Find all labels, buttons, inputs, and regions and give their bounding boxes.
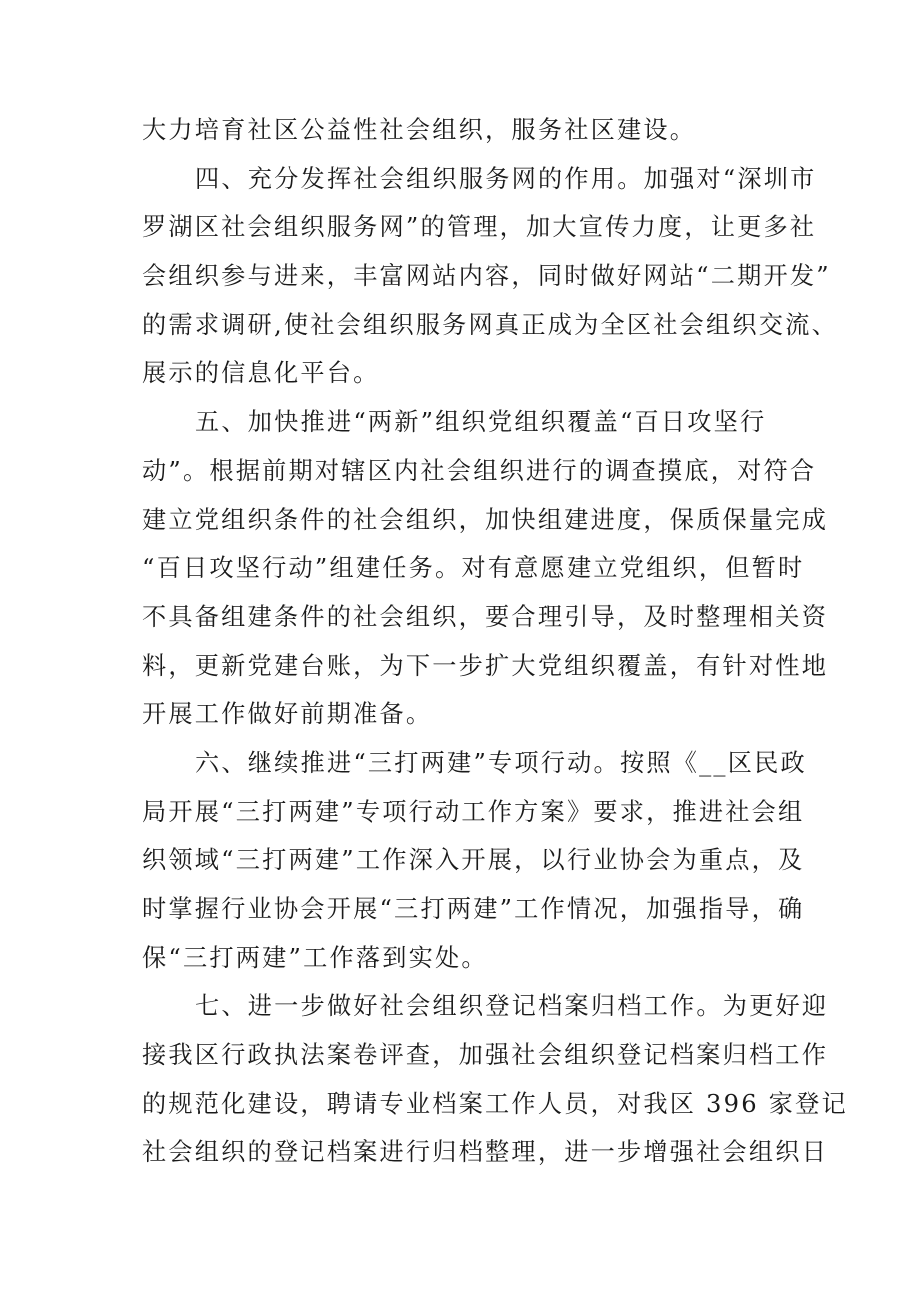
- text-line: 会组织参与进来，丰富网站内容，同时做好网站“二期开发”: [142, 262, 831, 291]
- text-line: 展示的信息化平台。: [142, 359, 380, 388]
- text-line: 时掌握行业协会开展“三打两建”工作情况，加强指导，确: [142, 895, 805, 923]
- text-line: 保“三打两建”工作落到实处。: [142, 943, 488, 972]
- text-line: 建立党组织条件的社会组织，加快组建进度，保质保量完成: [142, 505, 829, 534]
- paragraph-heading-line: 七、进一步做好社会组织登记档案归档工作。为更好迎: [195, 992, 829, 1021]
- text-line: 的需求调研,使社会组织服务网真正成为全区社会组织交流、: [142, 310, 838, 339]
- text-line: 大力培育社区公益性社会组织，服务社区建设。: [142, 116, 697, 144]
- text-line: 开展工作做好前期准备。: [142, 700, 433, 729]
- document-body: [142, 106, 848, 1177]
- text-line: “百日攻坚行动”组建任务。对有意愿建立党组织，但暂时: [142, 554, 805, 583]
- text-line: 局开展“三打两建”专项行动工作方案》要求，推进社会组: [142, 797, 805, 826]
- text-line: 料，更新党建台账，为下一步扩大党组织覆盖，有针对性地: [142, 651, 829, 680]
- text-line: 动”。根据前期对辖区内社会组织进行的调查摸底，对符合: [142, 456, 817, 485]
- paragraph-heading-line: 四、充分发挥社会组织服务网的作用。加强对“深圳市: [195, 164, 817, 193]
- text-line: 社会组织的登记档案进行归档整理，进一步增强社会组织日: [142, 1138, 829, 1167]
- text-line: 不具备组建条件的社会组织，要合理引导，及时整理相关资: [142, 602, 829, 631]
- paragraph-heading-line: 六、继续推进“三打两建”专项行动。按照《__区民政: [195, 748, 807, 777]
- text-line: 织领域“三打两建”工作深入开展，以行业协会为重点，及: [142, 846, 805, 875]
- text-line: 接我区行政执法案卷评查，加强社会组织登记档案归档工作: [142, 1041, 829, 1070]
- text-line: 的规范化建设，聘请专业档案工作人员，对我区 396 家登记: [142, 1089, 848, 1118]
- paragraph-heading-line: 五、加快推进“两新”组织党组织覆盖“百日攻坚行: [195, 408, 767, 437]
- text-line: 罗湖区社会组织服务网”的管理，加大宣传力度，让更多社: [142, 213, 817, 242]
